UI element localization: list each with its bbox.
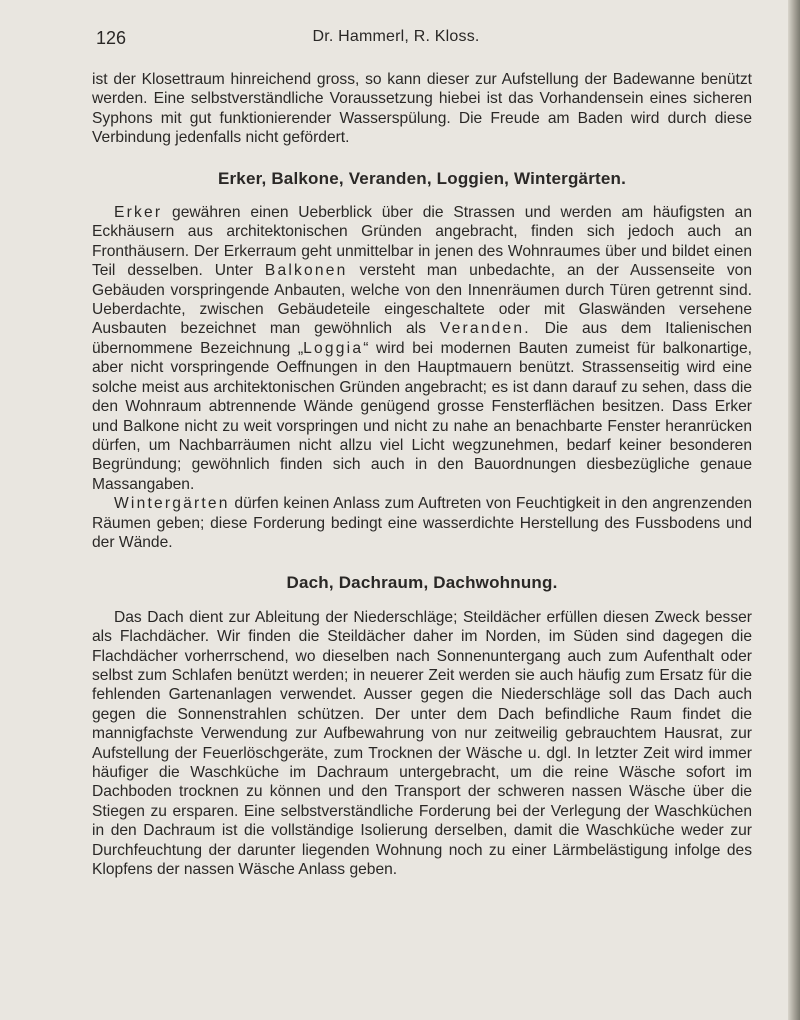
page-edge [788,0,800,1020]
term-loggia: Loggia [303,339,364,357]
term-wintergaerten: Wintergärten [114,495,230,513]
section-heading-erker: Erker, Balkone, Veranden, Loggien, Wintergärten. [217,168,627,188]
text-segment: “ wird bei modernen Bauten zumeist für balkonartige, aber nicht vorspringende Oeffnungen in den Hauptmauern benützt. Strassenseitig wird eine solche meist aus architektonischen Gründen angebracht; es ist dann darauf zu sehen, dass die den Wohnraum abtrennende Wände genügend grosse Fensterflächen besitzen. Dass Erker und Balkone nicht zu weit vorspringen und nicht zu nahe an benachbarte Fenster heranrücken dürfen, um Nachbarräumen nicht allzu viel Licht wegzunehmen, bedarf keiner besonderen Begründung; gewöhnlich finden sich auch in den Bauordnungen diesbezügliche genaue Massangaben. [92,339,753,493]
paragraph-wintergaerten [92,494,752,552]
continued-paragraph: ist der Klosettraum hinreichend gross, so kann dieser zur Aufstellung der Badewanne benützt werden. Eine selbstverständliche Voraussetzung hiebei ist das Vorhandensein eines sicheren Syphons mit gut funktionierender Wasserspülung. Die Freude am Baden wird durch diese Verbindung jedenfalls nicht gefördert. [92,71,752,147]
text-segment: Die aus dem Italienischen übernommene Bezeichnung „ [92,320,752,357]
term-veranden: Veranden. [439,320,531,338]
section-heading-dach: Dach, Dachraum, Dachwohnung. [286,573,558,593]
text-segment: dürfen keinen Anlass zum Auftreten von Feuchtigkeit in den angrenzenden Räumen geben; diese Forderung bedingt eine wasserdichte Herstellung des Fussbodens und der Wände. [92,495,752,551]
text-segment: versteht man unbedachte, an der Aussenseite von Gebäuden vorspringende Anbauten, welche von den Innenräumen durch Türen getrennt sind. Ueberdachte, zwischen Gebäudeteile eingeschaltete oder mit Glaswänden versehene Ausbauten bezeichnet man gewöhnlich als [92,262,753,338]
paragraph-dach: Das Dach dient zur Ableitung der Niederschläge; Steildächer erfüllen diesen Zweck besser als Flachdächer. Wir finden die Steildächer daher im Norden, im Süden sind dagegen die Flachdächer vorherrschend, wo dieselben nach Sonnenuntergang auch zum Aufenthalt oder selbst zum Schlafen benützt werden; in neuerer Zeit werden sie auch häufig zum Ersatz für die fehlenden Gartenanlagen verwendet. Ausser gegen die Niederschläge soll das Dach auch gegen die Sonnenstrahlen schützen. Der unter dem Dach befindliche Raum findet die mannigfachste Verwendung zur Aufbewahrung von nur zeitweilig gebrauchtem Hausrat, zur Aufstellung der Feuerlöschgeräte, zum Trocknen der Wäsche u. dgl. In letzter Zeit wird immer häufiger die Waschküche im Dachraum untergebracht, um die reine Wäsche sofort im Dachboden trocknen zu können und den Transport der schweren nassen Wäsche über die Stiegen zu ersparen. Eine selbstverständliche Forderung bei der Verlegung der Waschküchen in den Dachraum ist die vollständige Isolierung derselben, damit die Waschküche weder zur Durchfeuchtung der darunter liegenden Wohnung noch zu einer Lärmbelästigung infolge des Klopfens der nassen Wäsche Anlass geben. [92,608,752,879]
running-head: Dr. Hammerl, R. Kloss. [312,28,480,45]
page-number: 126 [96,28,127,48]
term-erker: Erker [114,204,163,222]
paragraph-erker [92,203,752,494]
page-header [96,28,696,50]
text-segment: gewähren einen Ueberblick über die Strassen und werden am häufigsten an Eckhäusern aus architektonischen Gründen angebracht, finden sich jedoch auch an Fronthäusern. Der Erkerraum geht unmittelbar in jenen des Wohnraumes über und bildet einen Teil desselben. Unter [92,204,752,280]
page-body [92,70,752,879]
term-balkonen: Balkonen [264,262,348,280]
